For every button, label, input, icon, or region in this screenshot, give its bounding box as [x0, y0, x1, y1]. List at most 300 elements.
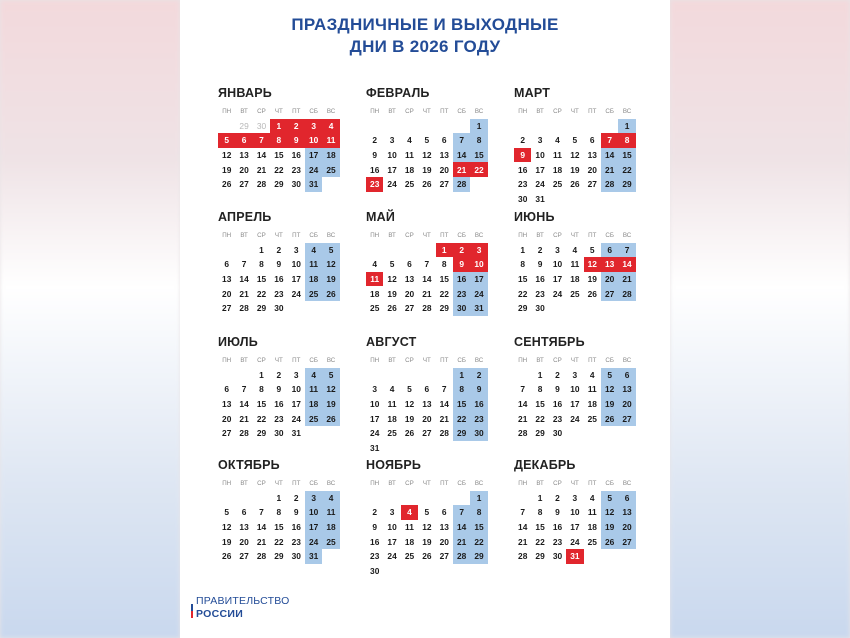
day: 9 — [555, 384, 560, 395]
day: 7 — [520, 384, 526, 395]
weekend-day: 6 — [618, 491, 635, 506]
holiday-day: 21 — [453, 162, 470, 177]
day: 24 — [570, 536, 580, 547]
month-3 — [514, 86, 636, 206]
weekend-day: 5 — [601, 491, 618, 506]
empty-cell — [514, 491, 531, 506]
weekday-label: ЧТ — [274, 231, 283, 239]
weekend-day: 3 — [305, 491, 322, 506]
holiday-day: 9 — [453, 257, 470, 272]
weekend-day: 15 — [453, 397, 470, 412]
day: 27 — [587, 179, 597, 190]
day: 8 — [537, 507, 543, 518]
weekday-label: СБ — [457, 231, 466, 239]
weekday-label: СР — [257, 107, 266, 115]
month-name: МАЙ — [366, 210, 396, 224]
month-grid — [514, 476, 636, 564]
day: 4 — [407, 135, 412, 146]
day: 25 — [404, 179, 415, 190]
day: 13 — [422, 399, 432, 410]
weekend-day: 14 — [453, 148, 470, 163]
day: 15 — [518, 274, 528, 285]
day: 25 — [587, 536, 597, 547]
weekday-label: ЧТ — [422, 479, 431, 487]
day: 11 — [405, 150, 414, 161]
month-name: АВГУСТ — [366, 335, 417, 349]
day: 30 — [291, 551, 301, 562]
day: 20 — [222, 288, 232, 299]
weekday-label: ВС — [474, 479, 484, 487]
day: 8 — [537, 384, 543, 395]
weekday-label: ВТ — [240, 356, 248, 364]
weekend-day: 16 — [470, 397, 487, 412]
day: 3 — [572, 369, 578, 380]
weekday-label: СБ — [309, 107, 318, 115]
day: 22 — [535, 536, 545, 547]
day: 4 — [389, 384, 395, 395]
day: 13 — [222, 274, 232, 285]
day: 26 — [387, 303, 397, 314]
weekday-label: ВС — [622, 356, 632, 364]
weekday-label: ПТ — [588, 356, 597, 364]
day: 5 — [389, 259, 395, 270]
month-grid — [514, 353, 636, 441]
holiday-day: 9 — [514, 148, 531, 163]
empty-cell — [401, 368, 418, 383]
day: 14 — [518, 522, 528, 533]
empty-cell — [514, 119, 531, 134]
day: 17 — [387, 536, 397, 547]
weekday-label: ВС — [474, 356, 484, 364]
day: 3 — [537, 135, 543, 146]
weekday-label: ПН — [370, 356, 380, 364]
month-name: ЯНВАРЬ — [218, 86, 272, 100]
month-name: СЕНТЯБРЬ — [514, 335, 585, 349]
weekend-day: 18 — [322, 520, 339, 535]
day: 19 — [387, 288, 397, 299]
empty-cell — [418, 243, 435, 258]
day: 6 — [424, 384, 430, 395]
weekday-label: ЧТ — [570, 107, 579, 115]
day: 11 — [387, 399, 397, 410]
weekend-day: 1 — [453, 368, 470, 383]
weekday-label: СБ — [309, 479, 318, 487]
weekday-label: СБ — [309, 356, 318, 364]
weekday-label: ЧТ — [570, 356, 579, 364]
day: 7 — [441, 384, 447, 395]
day: 9 — [276, 384, 282, 395]
day: 2 — [372, 507, 378, 518]
weekday-label: СР — [553, 231, 562, 239]
holiday-day: 11 — [322, 133, 339, 148]
day: 21 — [518, 413, 528, 424]
weekend-day: 4 — [322, 491, 339, 506]
weekday-label: СБ — [605, 479, 614, 487]
day: 31 — [291, 428, 301, 439]
month-1 — [218, 86, 340, 192]
month-name: АПРЕЛЬ — [218, 210, 272, 224]
day: 10 — [370, 399, 380, 410]
weekday-label: ЧТ — [274, 107, 283, 115]
weekday-label: ВТ — [388, 356, 396, 364]
month-grid — [218, 104, 340, 192]
day: 26 — [222, 179, 232, 190]
weekend-day: 13 — [618, 382, 635, 397]
month-name: ОКТЯБРЬ — [218, 458, 280, 472]
day: 27 — [222, 428, 232, 439]
day: 9 — [555, 507, 560, 518]
weekday-label: СР — [257, 479, 266, 487]
weekday-label: СБ — [605, 231, 614, 239]
weekend-day: 27 — [618, 534, 635, 549]
weekend-day: 21 — [601, 162, 618, 177]
day: 21 — [439, 413, 449, 424]
day: 27 — [222, 303, 232, 314]
weekday-label: ВТ — [536, 107, 544, 115]
weekday-label: ВС — [326, 479, 336, 487]
day: 25 — [570, 288, 580, 299]
empty-cell — [383, 119, 400, 134]
holiday-day: 3 — [470, 243, 487, 258]
day: 16 — [274, 274, 284, 285]
empty-cell — [235, 491, 252, 506]
day: 10 — [387, 522, 397, 533]
day: 16 — [370, 164, 380, 175]
weekend-day: 22 — [453, 411, 470, 426]
day: 30 — [535, 303, 545, 314]
day: 9 — [276, 259, 282, 270]
day: 3 — [293, 369, 299, 380]
day: 23 — [552, 413, 563, 424]
weekend-day: 28 — [453, 177, 470, 192]
weekday-label: ВС — [622, 107, 632, 115]
weekend-day: 28 — [601, 177, 618, 192]
weekday-label: ВТ — [536, 356, 544, 364]
day: 27 — [422, 428, 432, 439]
day: 18 — [404, 536, 415, 547]
weekday-label: ПН — [222, 231, 232, 239]
weekend-day: 23 — [453, 286, 470, 301]
day: 7 — [520, 507, 526, 518]
title-line-1: ПРАЗДНИЧНЫЕ И ВЫХОДНЫЕ — [291, 15, 559, 34]
empty-cell — [531, 119, 548, 134]
empty-cell — [566, 119, 583, 134]
holiday-day: 11 — [366, 272, 383, 287]
weekday-label: СР — [553, 107, 562, 115]
day: 2 — [372, 135, 378, 146]
weekend-day: 29 — [453, 426, 470, 441]
day: 5 — [589, 244, 595, 255]
day: 7 — [241, 259, 247, 270]
day: 5 — [407, 384, 412, 395]
day: 26 — [587, 288, 597, 299]
day: 6 — [441, 507, 447, 518]
day: 23 — [518, 179, 528, 190]
weekday-label: ВС — [326, 231, 336, 239]
holiday-day: 10 — [470, 257, 487, 272]
holiday-day: 14 — [618, 257, 635, 272]
holiday-day: 7 — [601, 133, 618, 148]
weekend-day: 12 — [601, 382, 618, 397]
weekend-day: 12 — [322, 257, 339, 272]
weekday-label: ПН — [518, 107, 528, 115]
weekday-label: СБ — [457, 356, 466, 364]
day: 5 — [572, 135, 578, 146]
weekend-day: 1 — [618, 119, 635, 134]
day: 9 — [372, 150, 378, 161]
weekend-day: 17 — [305, 520, 322, 535]
holiday-day: 3 — [305, 119, 322, 134]
holiday-day: 23 — [366, 177, 383, 192]
empty-cell — [366, 119, 383, 134]
weekend-day: 20 — [601, 272, 618, 287]
empty-cell — [253, 491, 270, 506]
day: 16 — [552, 522, 563, 533]
weekday-label: ПН — [518, 356, 528, 364]
day: 16 — [535, 274, 545, 285]
weekend-day: 8 — [470, 133, 487, 148]
holiday-day: 1 — [270, 119, 287, 134]
empty-cell — [235, 243, 252, 258]
weekday-label: ВС — [474, 231, 484, 239]
calendar-poster — [180, 0, 670, 638]
day: 10 — [570, 384, 580, 395]
day: 14 — [256, 522, 267, 533]
day: 23 — [370, 551, 380, 562]
day: 27 — [439, 551, 449, 562]
day: 28 — [518, 551, 528, 562]
empty-cell — [436, 491, 453, 506]
month-grid — [514, 228, 636, 316]
day: 18 — [570, 274, 580, 285]
day: 3 — [293, 244, 299, 255]
weekday-label: ЧТ — [422, 107, 431, 115]
weekend-day: 7 — [453, 133, 470, 148]
day: 12 — [222, 150, 232, 161]
day: 8 — [276, 507, 282, 518]
weekend-day: 24 — [305, 534, 322, 549]
day: 28 — [239, 303, 249, 314]
day: 31 — [370, 442, 380, 453]
day: 18 — [404, 164, 415, 175]
weekend-day: 31 — [470, 301, 487, 316]
day: 13 — [222, 399, 232, 410]
day: 3 — [572, 492, 578, 503]
day: 29 — [518, 303, 528, 314]
background-left — [0, 0, 180, 638]
weekend-day: 14 — [601, 148, 618, 163]
day: 15 — [535, 399, 545, 410]
month-grid — [366, 353, 488, 455]
weekday-label: ВС — [622, 479, 632, 487]
month-name: ИЮЛЬ — [218, 335, 258, 349]
weekday-label: СБ — [605, 356, 614, 364]
day: 17 — [387, 164, 397, 175]
day: 22 — [439, 288, 449, 299]
day: 2 — [537, 244, 543, 255]
empty-cell — [366, 491, 383, 506]
day: 19 — [422, 536, 432, 547]
day: 22 — [256, 413, 267, 424]
holiday-day: 13 — [601, 257, 618, 272]
prev-month-day: 29 — [239, 120, 249, 131]
government-logo — [196, 595, 306, 620]
weekday-label: ПН — [370, 107, 380, 115]
weekend-day: 20 — [618, 397, 635, 412]
weekend-day: 26 — [322, 411, 339, 426]
weekday-label: ВТ — [240, 231, 248, 239]
day: 24 — [387, 551, 397, 562]
weekday-label: СР — [405, 231, 414, 239]
empty-cell — [218, 119, 235, 134]
weekend-day: 24 — [470, 286, 487, 301]
weekend-day: 21 — [618, 272, 635, 287]
month-6 — [514, 210, 636, 316]
day: 29 — [274, 179, 284, 190]
day: 16 — [370, 536, 380, 547]
weekend-day: 18 — [322, 148, 339, 163]
empty-cell — [218, 243, 235, 258]
day: 4 — [589, 492, 595, 503]
weekend-day: 22 — [470, 534, 487, 549]
holiday-day: 8 — [618, 133, 635, 148]
weekend-day: 6 — [618, 368, 635, 383]
day: 25 — [552, 179, 563, 190]
day: 3 — [372, 384, 378, 395]
holiday-day: 10 — [305, 133, 322, 148]
weekday-label: ВТ — [536, 231, 544, 239]
weekend-day: 15 — [618, 148, 635, 163]
holiday-day: 31 — [566, 549, 583, 564]
weekday-label: ВС — [474, 107, 484, 115]
month-name: НОЯБРЬ — [366, 458, 422, 472]
day: 4 — [555, 135, 560, 146]
weekend-day: 11 — [305, 257, 322, 272]
day: 26 — [422, 179, 432, 190]
day: 18 — [370, 288, 380, 299]
poster-title — [180, 14, 670, 58]
day: 31 — [535, 193, 545, 204]
day: 3 — [555, 244, 560, 255]
day: 10 — [387, 150, 397, 161]
day: 10 — [291, 259, 301, 270]
day: 11 — [405, 522, 414, 533]
weekday-label: ВТ — [240, 479, 248, 487]
day: 24 — [291, 288, 301, 299]
month-grid — [218, 353, 340, 441]
weekend-day: 7 — [618, 243, 635, 258]
weekend-day: 12 — [322, 382, 339, 397]
weekend-day: 8 — [453, 382, 470, 397]
weekend-day: 24 — [305, 162, 322, 177]
day: 10 — [535, 150, 545, 161]
weekend-day: 31 — [305, 549, 322, 564]
day: 1 — [537, 369, 543, 380]
weekend-day: 25 — [305, 286, 322, 301]
empty-cell — [453, 491, 470, 506]
weekend-day: 18 — [305, 397, 322, 412]
empty-cell — [383, 243, 400, 258]
day: 10 — [291, 384, 301, 395]
weekend-day: 4 — [305, 368, 322, 383]
holiday-day: 5 — [218, 133, 235, 148]
day: 14 — [422, 274, 432, 285]
day: 15 — [535, 522, 545, 533]
month-name: ИЮНЬ — [514, 210, 555, 224]
weekend-day: 4 — [305, 243, 322, 258]
weekend-day: 29 — [470, 549, 487, 564]
weekday-label: ПТ — [440, 479, 449, 487]
day: 13 — [439, 522, 449, 533]
weekend-day: 27 — [601, 286, 618, 301]
day: 25 — [404, 551, 415, 562]
empty-cell — [383, 368, 400, 383]
month-grid — [366, 476, 488, 578]
day: 20 — [439, 164, 449, 175]
day: 5 — [424, 135, 430, 146]
day: 12 — [570, 150, 580, 161]
month-name: МАРТ — [514, 86, 551, 100]
weekend-day: 17 — [470, 272, 487, 287]
empty-cell — [235, 368, 252, 383]
weekend-day: 19 — [322, 397, 339, 412]
weekend-day: 25 — [322, 162, 339, 177]
weekend-day: 1 — [470, 491, 487, 506]
day: 9 — [293, 507, 299, 518]
day: 20 — [222, 413, 232, 424]
day: 16 — [552, 399, 563, 410]
day: 20 — [239, 536, 249, 547]
empty-cell — [418, 491, 435, 506]
day: 25 — [387, 428, 397, 439]
holiday-day: 6 — [235, 133, 252, 148]
day: 23 — [274, 288, 284, 299]
month-grid — [366, 228, 488, 316]
weekday-label: ПТ — [588, 107, 597, 115]
weekend-day: 23 — [470, 411, 487, 426]
day: 27 — [404, 303, 415, 314]
day: 4 — [572, 244, 578, 255]
month-9 — [514, 335, 636, 441]
weekday-label: СР — [405, 356, 414, 364]
logo-line-2: РОССИИ — [196, 608, 244, 620]
flag-icon — [191, 597, 193, 618]
day: 10 — [570, 507, 580, 518]
empty-cell — [549, 119, 566, 134]
weekday-label: ВТ — [388, 107, 396, 115]
weekday-label: ПН — [222, 107, 232, 115]
day: 2 — [520, 135, 526, 146]
day: 27 — [239, 179, 249, 190]
day: 14 — [518, 399, 528, 410]
day: 13 — [239, 522, 249, 533]
day: 7 — [424, 259, 430, 270]
day: 16 — [291, 150, 301, 161]
day: 30 — [291, 179, 301, 190]
day: 22 — [274, 536, 284, 547]
day: 8 — [259, 259, 264, 270]
day: 7 — [241, 384, 247, 395]
empty-cell — [218, 368, 235, 383]
day: 14 — [239, 274, 249, 285]
weekend-day: 1 — [470, 119, 487, 134]
weekend-day: 31 — [305, 177, 322, 192]
weekend-day: 14 — [453, 520, 470, 535]
empty-cell — [401, 119, 418, 134]
day: 19 — [222, 536, 232, 547]
day: 28 — [518, 428, 528, 439]
day: 29 — [256, 428, 267, 439]
